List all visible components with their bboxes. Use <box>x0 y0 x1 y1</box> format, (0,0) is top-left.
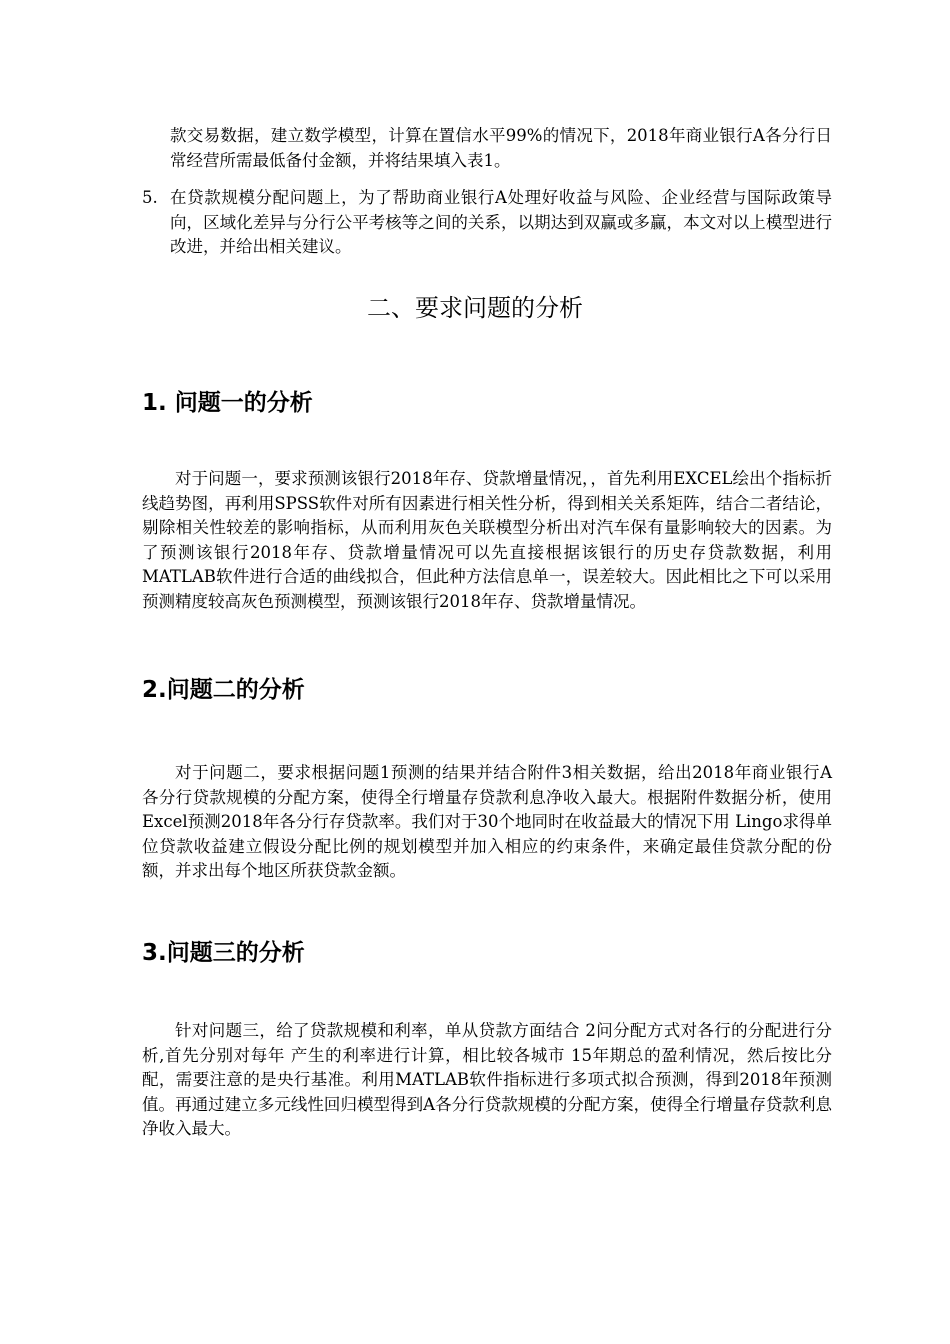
item4-continuation: 款交易数据，建立数学模型，计算在置信水平99%的情况下，2018年商业银行A各分行日常经营所需最低备付金额，并将结果填入表1。 <box>170 126 832 170</box>
q1-paragraph: 对于问题一，要求预测该银行2018年存、贷款增量情况，，首先利用EXCEL绘出个指标折线趋势图，再利用SPSS软件对所有因素进行相关性分析，得到相关关系矩阵，结合二者结论，剔除相关性较差的影响指标，从而利用灰色关联模型分析出对汽车保有量影响较大的因素。为了预测该银行2018年存、贷款增量情况可以先直接根据该银行的历史存贷款数据，利用MATLAB软件进行合适的曲线拟合，但此种方法信息单一，误差较大。因此相比之下可以采用预测精度较高灰色预测模型，预测该银行2018年存、贷款增量情况。 <box>142 469 832 611</box>
item5-number: 5. <box>142 188 158 207</box>
section-title: 二、要求问题的分析 <box>367 294 583 322</box>
q1-heading: 1. 问题一的分析 <box>142 390 313 416</box>
item5-text: 在贷款规模分配问题上，为了帮助商业银行A处理好收益与风险、企业经营与国际政策导向，区域化差异与分行公平考核等之间的关系，以期达到双赢或多赢，本文对以上模型进行改进，并给出相关建议。 <box>170 188 832 256</box>
q2-heading: 2.问题二的分析 <box>142 677 305 703</box>
q3-heading: 3.问题三的分析 <box>142 940 305 966</box>
q3-paragraph: 针对问题三，给了贷款规模和利率，单从贷款方面结合 2问分配方式对各行的分配进行分析,首先分别对每年 产生的利率进行计算，相比较各城市 15年期总的盈利情况，然后按比分配，需要注意的是央行基准。利用MATLAB软件指标进行多项式拟合预测，得到2018年预测值。再通过建立多元线性回归模型得到A各分行贷款规模的分配方案，使得全行增量存贷款利息净收入最大。 <box>142 1021 832 1138</box>
q2-paragraph: 对于问题二，要求根据问题1预测的结果并结合附件3相关数据，给出2018年商业银行A 各分行贷款规模的分配方案，使得全行增量存贷款利息净收入最大。根据附件数据分析，使用Excel预测2018年各分行存贷款率。我们对于30个地同时在收益最大的情况下用 Lingo求得单位贷款收益建立假设分配比例的规划模型并加入相应的约束条件，来确定最佳贷款分配的份额，并求出每个地区所获贷款金额。 <box>142 763 832 880</box>
